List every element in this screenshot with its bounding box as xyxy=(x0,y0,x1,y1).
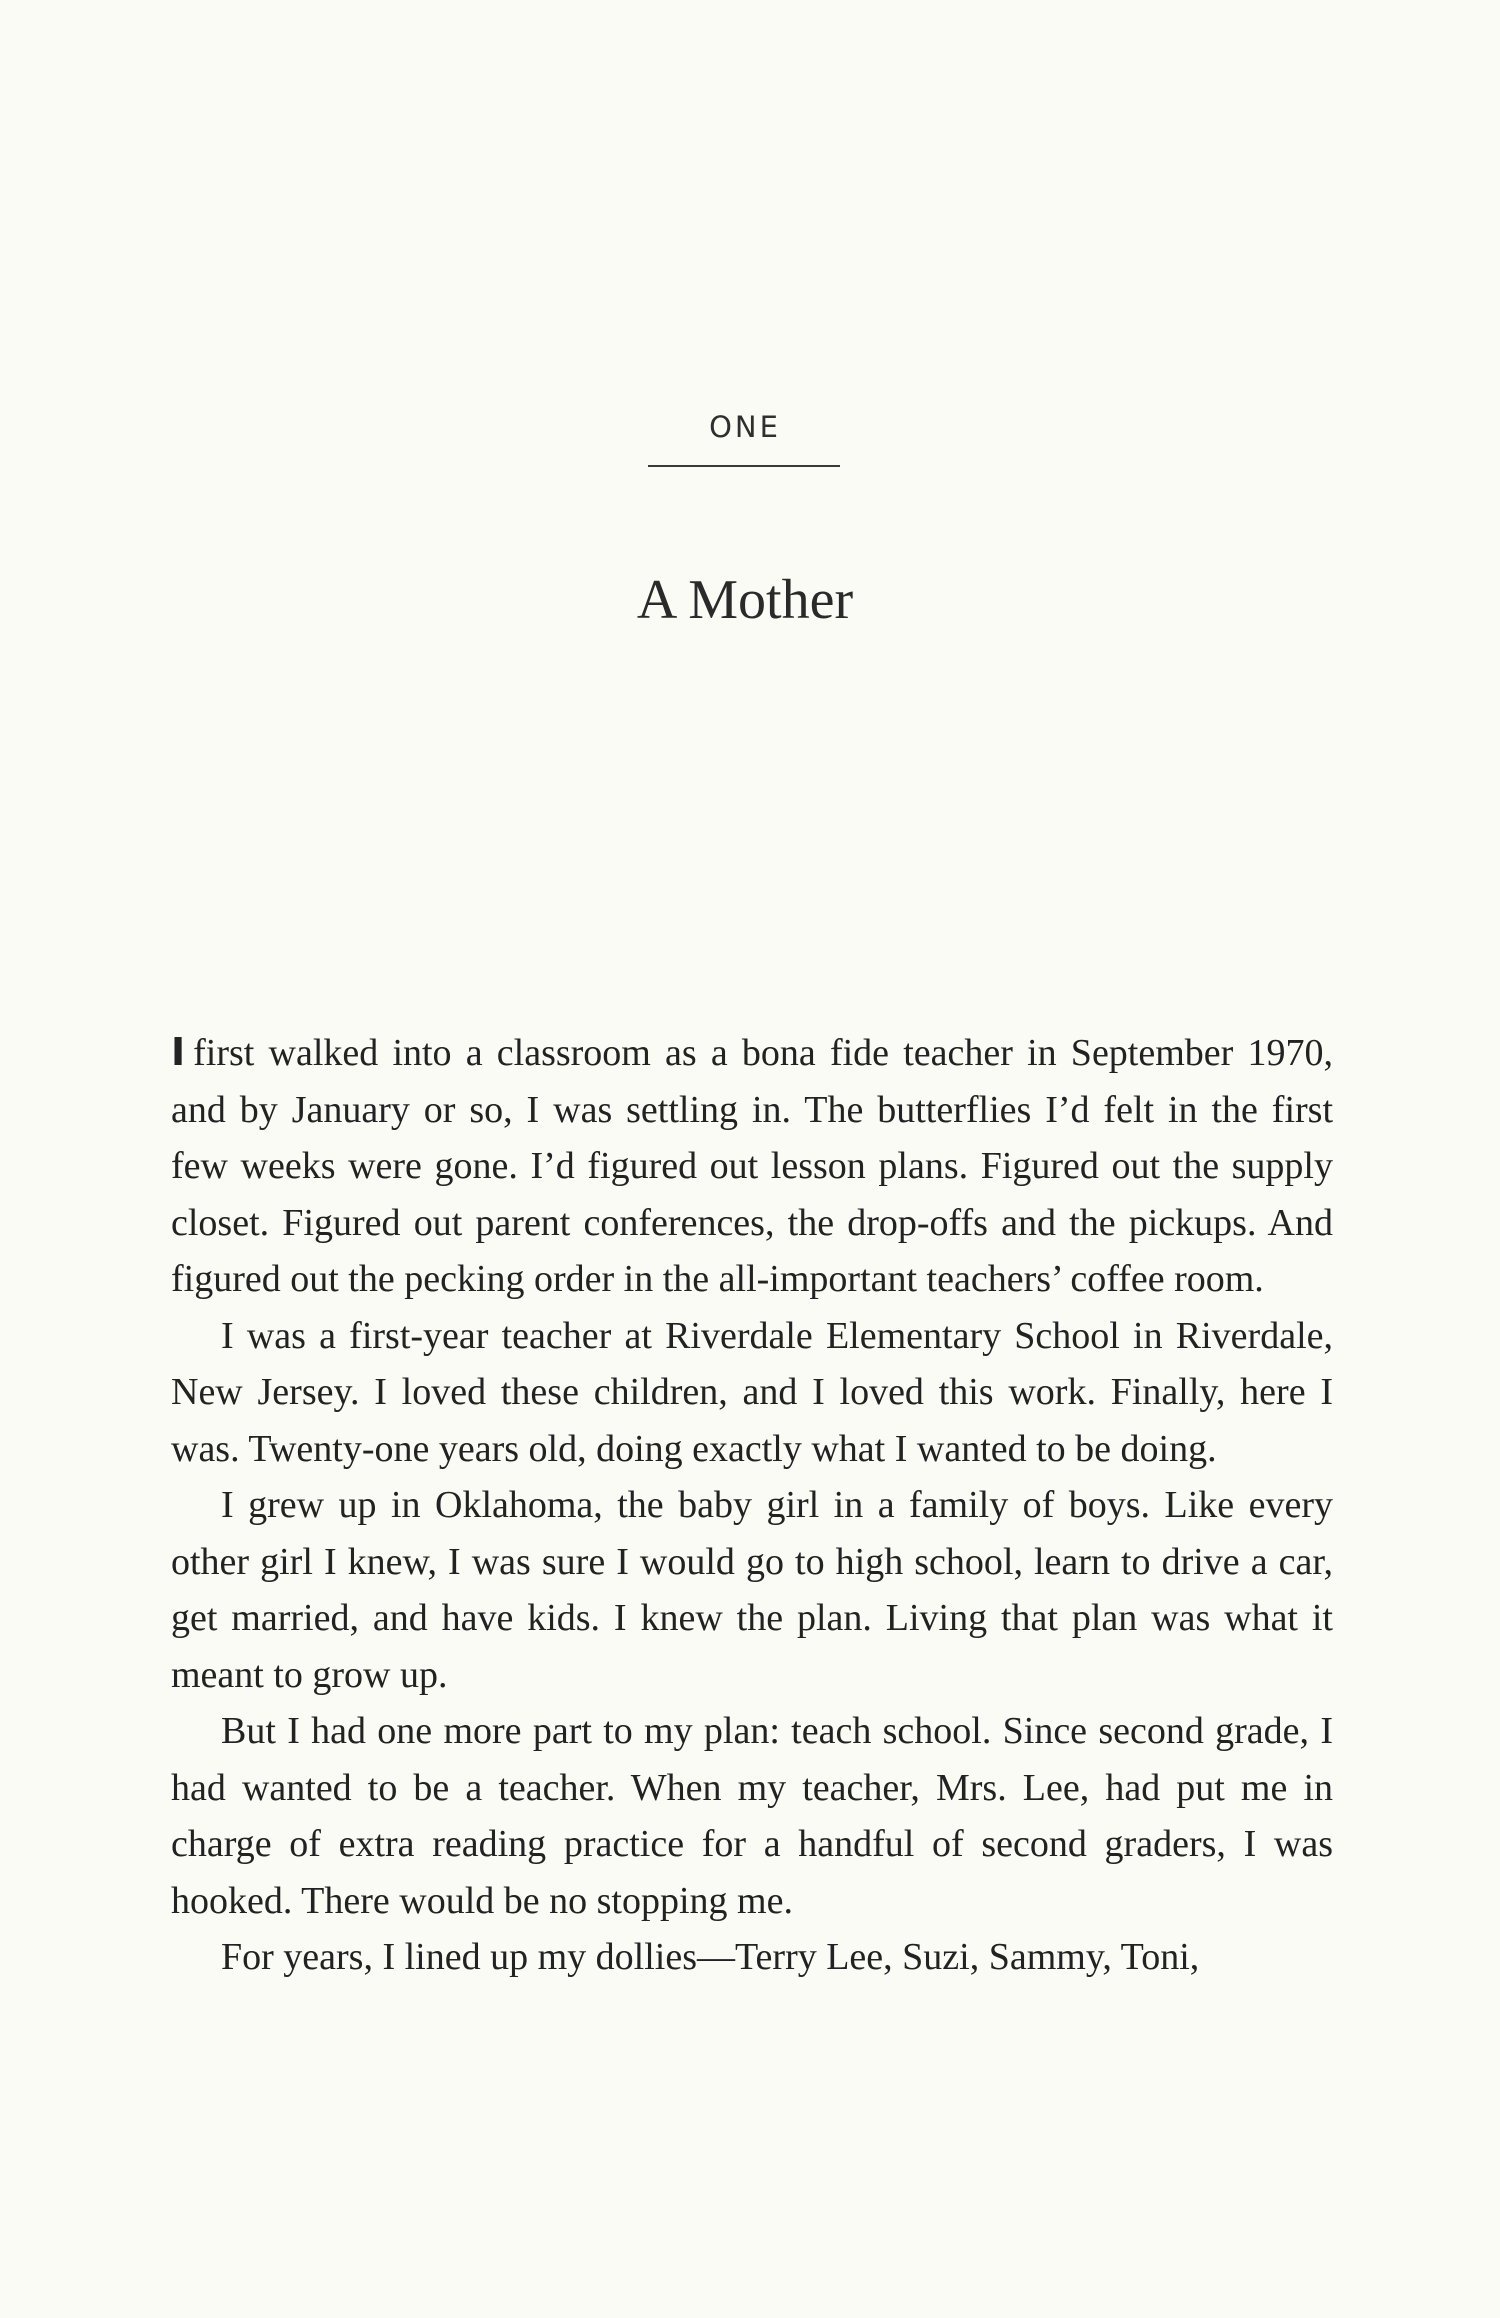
paragraph: I was a first-year teacher at Riverdale Elementary School in Riverdale, New Jersey. I loved these children, and I loved this work. Finally, here I was. Twenty-one years old, doing exactly what I wanted to be doing. xyxy=(171,1314,1333,1470)
paragraph: I grew up in Oklahoma, the baby girl in a family of boys. Like every other girl I knew, I was sure I would go to high school, learn to drive a car, get married, and have kids. I knew the plan. Living that plan was what it meant to grow up. xyxy=(171,1484,1333,1696)
chapter-number: ONE xyxy=(709,410,781,444)
chapter-body xyxy=(171,1025,1333,1986)
paragraph: But I had one more part to my plan: teach school. Since second grade, I had wanted to be a teacher. When my teacher, Mrs. Lee, had put me in charge of extra reading practice for a handful of second graders, I was hooked. There would be no stopping me. xyxy=(171,1710,1333,1922)
paragraph: For years, I lined up my dollies—Terry Lee, Suzi, Sammy, Toni, xyxy=(221,1936,1200,1978)
drop-cap: I xyxy=(171,1030,186,1074)
paragraph xyxy=(171,1025,1333,1308)
chapter-divider xyxy=(648,465,840,467)
paragraph-text: first walked into a classroom as a bona fide teacher in September 1970, and by January or so, I was settling in. The butterflies I’d felt in the first few weeks were gone. I’d figured out lesson plans. Figured out the supply closet. Figured out parent conferences, the drop-offs and the pickups. And figured out the pecking order in the all-important teachers’ coffee room. xyxy=(171,1032,1333,1300)
chapter-title: A Mother xyxy=(636,569,854,631)
